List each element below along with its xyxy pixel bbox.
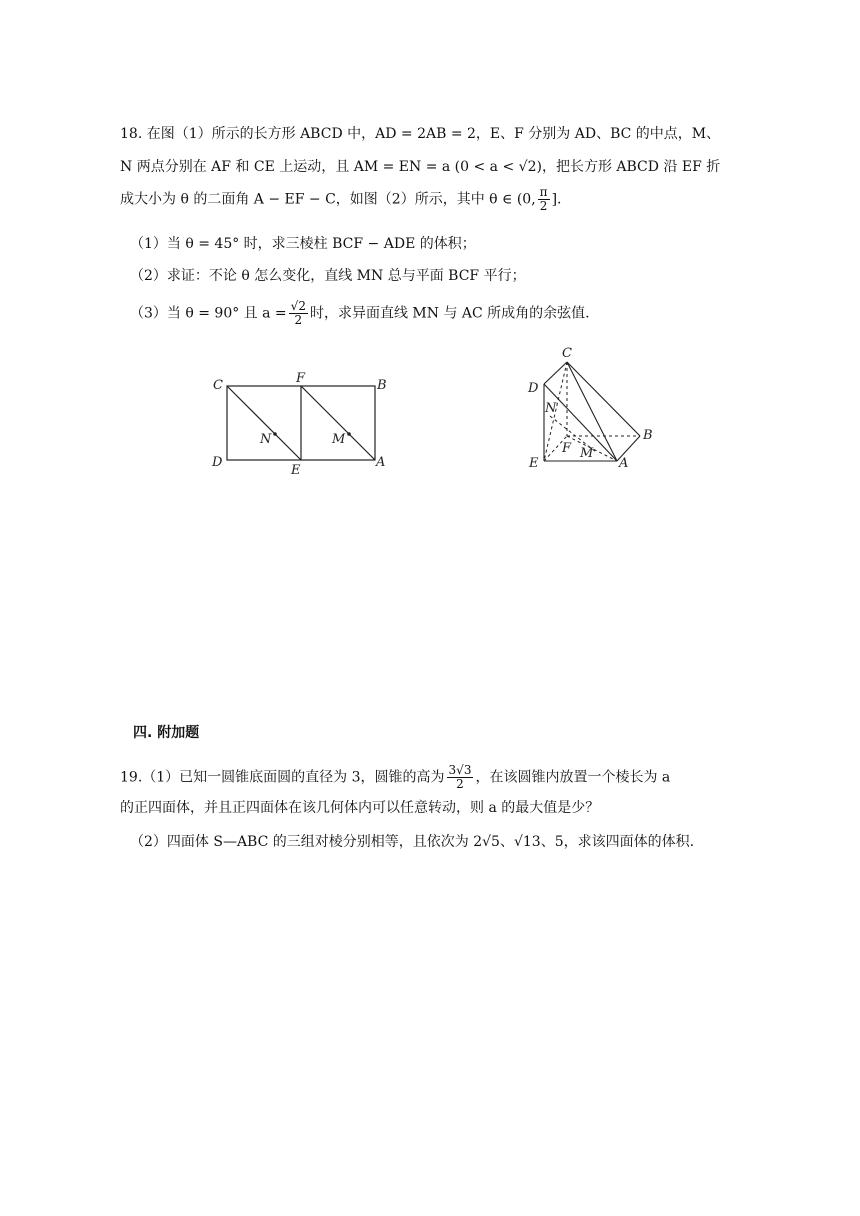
fraction-denominator: 2: [294, 313, 303, 327]
problem19-line1-end: ，在该圆锥内放置一个棱长为 a: [475, 769, 671, 786]
fraction-numerator: π: [539, 185, 548, 199]
label-m: M: [332, 432, 346, 447]
problem18-line3-end: ].: [551, 191, 562, 208]
point-m: [347, 432, 351, 436]
section-title: 四. 附加题: [133, 725, 200, 741]
problem18-line1: 18. 在图（1）所示的长方形 ABCD 中，AD = 2AB = 2，E、F 分别为 AD、BC 的中点，M、: [120, 126, 721, 142]
label-a: A: [619, 456, 629, 471]
figure1-rectangle: [205, 368, 395, 478]
label-n: N: [545, 401, 557, 416]
label-d: D: [212, 455, 223, 470]
sqrt2-over-2-fraction: [289, 300, 308, 327]
figure2-folded-prism: [520, 342, 670, 472]
problem19-line3: （2）四面体 S—ABC 的三组对棱分别相等，且依次为 2√5、√13、5，求该四面体的体积.: [130, 834, 695, 850]
problem18-question3: [130, 300, 590, 327]
edge-cd: [544, 362, 567, 384]
problem18-line2: N 两点分别在 AF 和 CE 上运动，且 AM = EN = a (0 < a < √2)，把长方形 ABCD 沿 EF 折: [120, 159, 721, 175]
segment-fa: [301, 386, 375, 460]
question3-text: （3）当 θ = 90° 且 a =: [130, 305, 287, 322]
height-fraction: [447, 764, 474, 791]
edge-cb: [567, 362, 640, 436]
label-a: A: [376, 455, 386, 470]
fraction-denominator: 2: [539, 199, 548, 213]
fraction-denominator: 2: [456, 777, 464, 791]
fraction-numerator: 3√3: [448, 763, 472, 777]
label-n: N: [260, 432, 272, 447]
label-b: B: [377, 378, 387, 393]
label-f: F: [562, 441, 572, 456]
question3-end: 时，求异面直线 MN 与 AC 所成角的余弦值.: [309, 305, 590, 322]
problem18-question2: （2）求证：不论 θ 怎么变化，直线 MN 总与平面 BCF 平行；: [130, 268, 526, 284]
label-b: B: [643, 428, 653, 443]
label-c: C: [213, 378, 223, 393]
label-m: M: [580, 446, 594, 461]
label-e: E: [291, 463, 301, 478]
problem19-line1-text: 19.（1）已知一圆锥底面圆的直径为 3，圆锥的高为: [120, 769, 445, 786]
pi-over-2-fraction: [538, 186, 550, 213]
problem19-line1: [120, 764, 670, 791]
point-n: [273, 432, 277, 436]
problem18-question1: （1）当 θ = 45° 时，求三棱柱 BCF − ADE 的体积；: [130, 236, 476, 252]
problem18-line3: [120, 186, 561, 213]
fraction-numerator: √2: [290, 299, 306, 313]
problem18-line3-text: 成大小为 θ 的二面角 A − EF − C，如图（2）所示，其中 θ ∈ (0,: [120, 191, 536, 208]
problem19-line2: 的正四面体，并且正四面体在该几何体内可以任意转动，则 a 的最大值是少？: [120, 800, 600, 816]
label-c: C: [562, 346, 572, 361]
segment-ce: [227, 386, 301, 460]
label-f: F: [296, 371, 306, 386]
label-e: E: [529, 456, 539, 471]
label-d: D: [528, 381, 539, 396]
